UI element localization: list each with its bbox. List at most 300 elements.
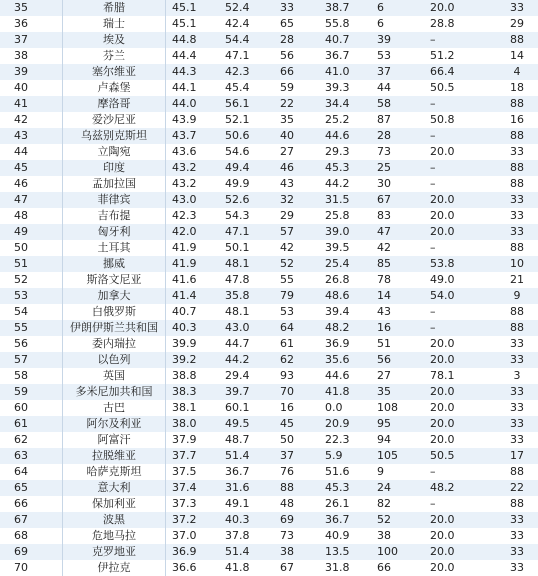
column-divider bbox=[165, 256, 166, 272]
column-divider bbox=[165, 464, 166, 480]
cell-v7: 9 bbox=[513, 289, 521, 302]
column-divider bbox=[62, 128, 63, 144]
cell-v4: 41.0 bbox=[325, 65, 350, 78]
cell-v6: 20.0 bbox=[430, 545, 455, 558]
cell-name: 危地马拉 bbox=[92, 529, 136, 542]
cell-v5: 51 bbox=[377, 337, 391, 350]
column-divider bbox=[165, 352, 166, 368]
cell-v7: 33 bbox=[510, 385, 524, 398]
column-divider bbox=[165, 128, 166, 144]
cell-v4: 25.8 bbox=[325, 209, 350, 222]
table-row bbox=[0, 240, 538, 256]
cell-v4: 26.8 bbox=[325, 273, 350, 286]
cell-v3: 53 bbox=[280, 305, 294, 318]
cell-v1: 37.5 bbox=[172, 465, 197, 478]
column-divider bbox=[165, 560, 166, 576]
cell-v3: 56 bbox=[280, 49, 294, 62]
cell-v5: 9 bbox=[377, 465, 384, 478]
cell-v6: 20.0 bbox=[430, 209, 455, 222]
cell-v2: 60.1 bbox=[225, 401, 250, 414]
cell-name: 委内瑞拉 bbox=[92, 337, 136, 350]
cell-v1: 38.0 bbox=[172, 417, 197, 430]
cell-v6: – bbox=[430, 305, 436, 318]
cell-v7: 88 bbox=[510, 321, 524, 334]
cell-v1: 38.3 bbox=[172, 385, 197, 398]
cell-rank: 38 bbox=[14, 49, 28, 62]
column-divider bbox=[165, 416, 166, 432]
cell-v4: 55.8 bbox=[325, 17, 350, 30]
cell-v6: 53.8 bbox=[430, 257, 455, 270]
cell-v3: 79 bbox=[280, 289, 294, 302]
cell-v7: 4 bbox=[513, 65, 521, 78]
cell-v2: 36.7 bbox=[225, 465, 250, 478]
cell-v7: 33 bbox=[510, 225, 524, 238]
column-divider bbox=[165, 480, 166, 496]
cell-v3: 57 bbox=[280, 225, 294, 238]
column-divider bbox=[62, 320, 63, 336]
cell-v2: 49.9 bbox=[225, 177, 250, 190]
cell-v2: 54.6 bbox=[225, 145, 250, 158]
column-divider bbox=[165, 176, 166, 192]
cell-v6: 78.1 bbox=[430, 369, 455, 382]
column-divider bbox=[62, 400, 63, 416]
cell-v7: 88 bbox=[510, 465, 524, 478]
cell-name: 匈牙利 bbox=[97, 225, 131, 238]
cell-v3: 62 bbox=[280, 353, 294, 366]
cell-v5: 30 bbox=[377, 177, 391, 190]
cell-v5: 73 bbox=[377, 145, 391, 158]
cell-rank: 62 bbox=[14, 433, 28, 446]
cell-v6: 20.0 bbox=[430, 385, 455, 398]
cell-v6: 20.0 bbox=[430, 401, 455, 414]
cell-name: 阿尔及利亚 bbox=[86, 417, 142, 430]
cell-v4: 22.3 bbox=[325, 433, 350, 446]
cell-v5: 67 bbox=[377, 193, 391, 206]
cell-v1: 39.2 bbox=[172, 353, 197, 366]
cell-v2: 51.4 bbox=[225, 545, 250, 558]
cell-v1: 43.2 bbox=[172, 161, 197, 174]
cell-v3: 55 bbox=[280, 273, 294, 286]
cell-v2: 49.5 bbox=[225, 417, 250, 430]
column-divider bbox=[62, 384, 63, 400]
column-divider bbox=[165, 544, 166, 560]
cell-rank: 57 bbox=[14, 353, 28, 366]
cell-v1: 43.0 bbox=[172, 193, 197, 206]
cell-v6: 20.0 bbox=[430, 513, 455, 526]
cell-v6: 20.0 bbox=[430, 337, 455, 350]
cell-v2: 48.7 bbox=[225, 433, 250, 446]
cell-v7: 33 bbox=[510, 145, 524, 158]
cell-v1: 39.9 bbox=[172, 337, 197, 350]
column-divider bbox=[62, 0, 63, 16]
cell-v5: 14 bbox=[377, 289, 391, 302]
cell-v5: 27 bbox=[377, 369, 391, 382]
column-divider bbox=[62, 192, 63, 208]
cell-v2: 40.3 bbox=[225, 513, 250, 526]
column-divider bbox=[165, 240, 166, 256]
cell-name: 卢森堡 bbox=[97, 81, 131, 94]
cell-v3: 22 bbox=[280, 97, 294, 110]
cell-rank: 46 bbox=[14, 177, 28, 190]
cell-name: 保加利亚 bbox=[92, 497, 136, 510]
cell-v1: 38.1 bbox=[172, 401, 197, 414]
column-divider bbox=[62, 272, 63, 288]
cell-v4: 39.0 bbox=[325, 225, 350, 238]
column-divider bbox=[165, 32, 166, 48]
cell-v5: 43 bbox=[377, 305, 391, 318]
column-divider bbox=[62, 512, 63, 528]
cell-v7: 33 bbox=[510, 433, 524, 446]
column-divider bbox=[62, 528, 63, 544]
cell-v7: 33 bbox=[510, 561, 524, 574]
table-row bbox=[0, 480, 538, 496]
cell-rank: 60 bbox=[14, 401, 28, 414]
cell-name: 阿富汗 bbox=[97, 433, 131, 446]
column-divider bbox=[62, 224, 63, 240]
cell-name: 古巴 bbox=[103, 401, 125, 414]
cell-v2: 41.8 bbox=[225, 561, 250, 574]
cell-name: 加拿大 bbox=[97, 289, 131, 302]
column-divider bbox=[165, 336, 166, 352]
cell-v3: 28 bbox=[280, 33, 294, 46]
cell-v1: 36.9 bbox=[172, 545, 197, 558]
cell-v2: 49.1 bbox=[225, 497, 250, 510]
table-row bbox=[0, 176, 538, 192]
cell-v5: 58 bbox=[377, 97, 391, 110]
cell-name: 多米尼加共和国 bbox=[75, 385, 153, 398]
cell-v4: 44.6 bbox=[325, 369, 350, 382]
cell-name: 伊朗伊斯兰共和国 bbox=[70, 321, 158, 334]
column-divider bbox=[165, 304, 166, 320]
column-divider bbox=[62, 176, 63, 192]
cell-v2: 37.8 bbox=[225, 529, 250, 542]
cell-v5: 94 bbox=[377, 433, 391, 446]
cell-v5: 87 bbox=[377, 113, 391, 126]
column-divider bbox=[165, 432, 166, 448]
cell-v3: 61 bbox=[280, 337, 294, 350]
cell-rank: 47 bbox=[14, 193, 28, 206]
cell-v6: 50.5 bbox=[430, 81, 455, 94]
cell-v3: 59 bbox=[280, 81, 294, 94]
table-row bbox=[0, 544, 538, 560]
cell-v4: 31.5 bbox=[325, 193, 350, 206]
table-row bbox=[0, 96, 538, 112]
cell-v6: – bbox=[430, 97, 436, 110]
cell-v3: 33 bbox=[280, 1, 294, 14]
column-divider bbox=[62, 48, 63, 64]
cell-v7: 33 bbox=[510, 417, 524, 430]
cell-v7: 88 bbox=[510, 497, 524, 510]
cell-v2: 51.4 bbox=[225, 449, 250, 462]
cell-v1: 37.3 bbox=[172, 497, 197, 510]
cell-v1: 40.3 bbox=[172, 321, 197, 334]
cell-v3: 65 bbox=[280, 17, 294, 30]
cell-v3: 46 bbox=[280, 161, 294, 174]
table-row bbox=[0, 368, 538, 384]
cell-v3: 40 bbox=[280, 129, 294, 142]
column-divider bbox=[62, 208, 63, 224]
cell-v5: 100 bbox=[377, 545, 398, 558]
cell-v7: 33 bbox=[510, 337, 524, 350]
cell-v7: 33 bbox=[510, 529, 524, 542]
cell-v3: 37 bbox=[280, 449, 294, 462]
cell-v4: 25.4 bbox=[325, 257, 350, 270]
cell-v6: 20.0 bbox=[430, 145, 455, 158]
table-row bbox=[0, 384, 538, 400]
cell-v3: 67 bbox=[280, 561, 294, 574]
cell-name: 吉布提 bbox=[97, 209, 131, 222]
cell-v1: 43.6 bbox=[172, 145, 197, 158]
column-divider bbox=[165, 160, 166, 176]
column-divider bbox=[165, 64, 166, 80]
column-divider bbox=[165, 96, 166, 112]
cell-v1: 36.6 bbox=[172, 561, 197, 574]
column-divider bbox=[165, 0, 166, 16]
cell-v6: 66.4 bbox=[430, 65, 455, 78]
table-row bbox=[0, 448, 538, 464]
cell-name: 英国 bbox=[103, 369, 125, 382]
table-row bbox=[0, 528, 538, 544]
cell-v3: 43 bbox=[280, 177, 294, 190]
table-row bbox=[0, 432, 538, 448]
cell-v3: 16 bbox=[280, 401, 294, 414]
cell-rank: 42 bbox=[14, 113, 28, 126]
cell-v2: 42.3 bbox=[225, 65, 250, 78]
cell-v7: 33 bbox=[510, 545, 524, 558]
cell-v4: 45.3 bbox=[325, 161, 350, 174]
cell-v7: 88 bbox=[510, 177, 524, 190]
cell-rank: 58 bbox=[14, 369, 28, 382]
table-row bbox=[0, 192, 538, 208]
cell-v5: 47 bbox=[377, 225, 391, 238]
cell-v3: 52 bbox=[280, 257, 294, 270]
column-divider bbox=[62, 288, 63, 304]
cell-v6: – bbox=[430, 497, 436, 510]
cell-name: 摩洛哥 bbox=[97, 97, 131, 110]
table-row bbox=[0, 256, 538, 272]
cell-name: 瑞士 bbox=[103, 17, 125, 30]
cell-v6: 20.0 bbox=[430, 561, 455, 574]
cell-v1: 40.7 bbox=[172, 305, 197, 318]
cell-rank: 59 bbox=[14, 385, 28, 398]
cell-v6: 50.5 bbox=[430, 449, 455, 462]
cell-v4: 48.2 bbox=[325, 321, 350, 334]
table-row bbox=[0, 208, 538, 224]
cell-v6: 50.8 bbox=[430, 113, 455, 126]
cell-name: 伊拉克 bbox=[97, 561, 131, 574]
cell-v7: 17 bbox=[510, 449, 524, 462]
cell-name: 拉脱维亚 bbox=[92, 449, 136, 462]
cell-v5: 83 bbox=[377, 209, 391, 222]
cell-v3: 64 bbox=[280, 321, 294, 334]
column-divider bbox=[62, 352, 63, 368]
cell-v7: 18 bbox=[510, 81, 524, 94]
column-divider bbox=[165, 400, 166, 416]
cell-name: 芬兰 bbox=[103, 49, 125, 62]
cell-v6: 20.0 bbox=[430, 433, 455, 446]
cell-v5: 52 bbox=[377, 513, 391, 526]
cell-v3: 35 bbox=[280, 113, 294, 126]
cell-v7: 33 bbox=[510, 193, 524, 206]
cell-rank: 55 bbox=[14, 321, 28, 334]
column-divider bbox=[62, 544, 63, 560]
cell-v2: 50.6 bbox=[225, 129, 250, 142]
cell-v4: 36.9 bbox=[325, 337, 350, 350]
cell-v6: 51.2 bbox=[430, 49, 455, 62]
cell-v5: 108 bbox=[377, 401, 398, 414]
cell-v1: 37.2 bbox=[172, 513, 197, 526]
cell-rank: 44 bbox=[14, 145, 28, 158]
cell-v4: 36.7 bbox=[325, 513, 350, 526]
cell-v6: 20.0 bbox=[430, 193, 455, 206]
cell-name: 立陶宛 bbox=[97, 145, 131, 158]
cell-v4: 34.4 bbox=[325, 97, 350, 110]
cell-name: 斯洛文尼亚 bbox=[86, 273, 142, 286]
column-divider bbox=[62, 368, 63, 384]
cell-rank: 70 bbox=[14, 561, 28, 574]
cell-v5: 56 bbox=[377, 353, 391, 366]
cell-rank: 50 bbox=[14, 241, 28, 254]
cell-v5: 28 bbox=[377, 129, 391, 142]
cell-rank: 69 bbox=[14, 545, 28, 558]
cell-v1: 45.1 bbox=[172, 17, 197, 30]
cell-v1: 41.4 bbox=[172, 289, 197, 302]
cell-v1: 44.4 bbox=[172, 49, 197, 62]
cell-v2: 35.8 bbox=[225, 289, 250, 302]
cell-name: 印度 bbox=[103, 161, 125, 174]
cell-v6: – bbox=[430, 321, 436, 334]
cell-v3: 88 bbox=[280, 481, 294, 494]
cell-rank: 41 bbox=[14, 97, 28, 110]
cell-v4: 40.9 bbox=[325, 529, 350, 542]
cell-v1: 45.1 bbox=[172, 1, 197, 14]
cell-v5: 85 bbox=[377, 257, 391, 270]
column-divider bbox=[62, 304, 63, 320]
column-divider bbox=[165, 512, 166, 528]
cell-v6: – bbox=[430, 241, 436, 254]
column-divider bbox=[62, 32, 63, 48]
cell-v3: 93 bbox=[280, 369, 294, 382]
cell-name: 爱沙尼亚 bbox=[92, 113, 136, 126]
cell-v2: 52.4 bbox=[225, 1, 250, 14]
column-divider bbox=[62, 432, 63, 448]
cell-v6: 20.0 bbox=[430, 225, 455, 238]
column-divider bbox=[165, 272, 166, 288]
cell-v5: 16 bbox=[377, 321, 391, 334]
cell-v5: 35 bbox=[377, 385, 391, 398]
cell-v7: 33 bbox=[510, 353, 524, 366]
cell-v6: 20.0 bbox=[430, 1, 455, 14]
cell-v5: 37 bbox=[377, 65, 391, 78]
cell-v3: 50 bbox=[280, 433, 294, 446]
cell-v5: 95 bbox=[377, 417, 391, 430]
column-divider bbox=[165, 208, 166, 224]
column-divider bbox=[165, 16, 166, 32]
cell-v1: 44.3 bbox=[172, 65, 197, 78]
column-divider bbox=[62, 448, 63, 464]
cell-v4: 44.6 bbox=[325, 129, 350, 142]
column-divider bbox=[165, 112, 166, 128]
cell-v1: 42.3 bbox=[172, 209, 197, 222]
table-row bbox=[0, 288, 538, 304]
cell-v5: 42 bbox=[377, 241, 391, 254]
cell-v1: 37.4 bbox=[172, 481, 197, 494]
cell-v3: 76 bbox=[280, 465, 294, 478]
table-row bbox=[0, 112, 538, 128]
cell-rank: 67 bbox=[14, 513, 28, 526]
table-row bbox=[0, 160, 538, 176]
cell-v4: 41.8 bbox=[325, 385, 350, 398]
cell-rank: 39 bbox=[14, 65, 28, 78]
cell-rank: 68 bbox=[14, 529, 28, 542]
table-row bbox=[0, 48, 538, 64]
cell-v4: 45.3 bbox=[325, 481, 350, 494]
cell-v4: 44.2 bbox=[325, 177, 350, 190]
table-row bbox=[0, 560, 538, 576]
cell-v1: 43.7 bbox=[172, 129, 197, 142]
column-divider bbox=[165, 288, 166, 304]
cell-v2: 42.4 bbox=[225, 17, 250, 30]
cell-v4: 51.6 bbox=[325, 465, 350, 478]
cell-v6: 49.0 bbox=[430, 273, 455, 286]
table-row bbox=[0, 336, 538, 352]
cell-rank: 40 bbox=[14, 81, 28, 94]
cell-v6: 54.0 bbox=[430, 289, 455, 302]
cell-v1: 41.9 bbox=[172, 257, 197, 270]
cell-v4: 35.6 bbox=[325, 353, 350, 366]
cell-v4: 39.3 bbox=[325, 81, 350, 94]
cell-v1: 44.8 bbox=[172, 33, 197, 46]
column-divider bbox=[165, 448, 166, 464]
cell-v3: 42 bbox=[280, 241, 294, 254]
cell-v1: 43.9 bbox=[172, 113, 197, 126]
cell-v2: 44.7 bbox=[225, 337, 250, 350]
column-divider bbox=[62, 96, 63, 112]
column-divider bbox=[62, 240, 63, 256]
column-divider bbox=[62, 480, 63, 496]
table-row bbox=[0, 224, 538, 240]
cell-v3: 48 bbox=[280, 497, 294, 510]
cell-v1: 41.6 bbox=[172, 273, 197, 286]
cell-v4: 39.5 bbox=[325, 241, 350, 254]
cell-rank: 49 bbox=[14, 225, 28, 238]
cell-v1: 37.0 bbox=[172, 529, 197, 542]
cell-v6: – bbox=[430, 33, 436, 46]
cell-v6: 20.0 bbox=[430, 529, 455, 542]
cell-v5: 66 bbox=[377, 561, 391, 574]
table-row bbox=[0, 128, 538, 144]
cell-v5: 24 bbox=[377, 481, 391, 494]
cell-rank: 51 bbox=[14, 257, 28, 270]
cell-rank: 52 bbox=[14, 273, 28, 286]
cell-v5: 53 bbox=[377, 49, 391, 62]
column-divider bbox=[165, 320, 166, 336]
column-divider bbox=[165, 144, 166, 160]
cell-v7: 10 bbox=[510, 257, 524, 270]
cell-v1: 41.9 bbox=[172, 241, 197, 254]
column-divider bbox=[62, 336, 63, 352]
column-divider bbox=[62, 112, 63, 128]
cell-v3: 32 bbox=[280, 193, 294, 206]
table-row bbox=[0, 272, 538, 288]
column-divider bbox=[62, 464, 63, 480]
cell-v5: 25 bbox=[377, 161, 391, 174]
cell-name: 波黑 bbox=[103, 513, 125, 526]
cell-v7: 88 bbox=[510, 97, 524, 110]
cell-v6: 28.8 bbox=[430, 17, 455, 30]
cell-v5: 44 bbox=[377, 81, 391, 94]
cell-v7: 88 bbox=[510, 161, 524, 174]
